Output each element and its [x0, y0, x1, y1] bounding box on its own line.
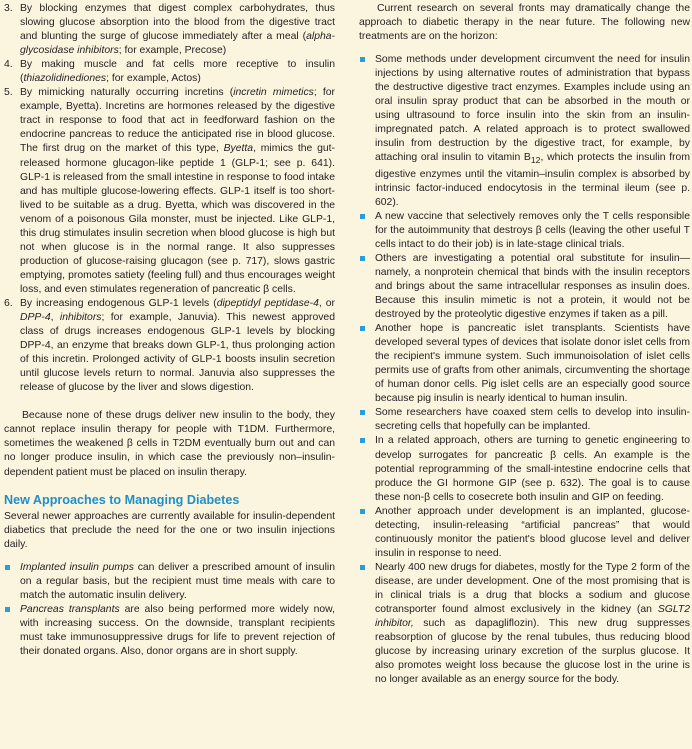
bullet-item	[4, 603, 335, 659]
list-item	[4, 297, 335, 395]
bullet-text: Implanted insulin pumps can deliver a prescribed amount of insulin on a regular basis, but the recipient must time meals with care to match the automatic insulin delivery.	[20, 561, 335, 601]
bullet-square-icon	[360, 410, 365, 415]
bullet-item	[359, 252, 690, 322]
section-heading: New Approaches to Managing Diabetes	[4, 492, 240, 507]
bullet-text: Some researchers have coaxed stem cells to develop into insulin-secreting cells that hopefully can be implanted.	[375, 407, 690, 433]
list-number: 3.	[4, 3, 13, 14]
bullet-square-icon	[5, 607, 10, 612]
bullet-text: Another approach under development is an implanted, glucose-detecting, insulin-releasing “artificial pancreas” that would continuously monitor the patient's blood glucose level and deliver insulin in response to need.	[375, 505, 690, 559]
list-item	[4, 2, 335, 58]
list-item-text: By increasing endogenous GLP-1 levels (dipeptidyl peptidase-4, or DPP-4, inhibitors; for example, Januvia). This newest approved class of drugs increases endogenous GLP-1 levels by blocking DPP-4, an enzyme that breaks down GLP-1, thus prolonging action of this incretin. Prolonged activity of GLP-1 boosts insulin secretion until glucose levels return to normal. Januvia also suppresses the release of glucose by the liver and slows digestion.	[20, 297, 336, 394]
bullet-text: Nearly 400 new drugs for diabetes, mostly for the Type 2 form of the disease, are under development. One of the most promising that is in clinical trials is a drug that blocks a sodium and glucose cotransporter found almost exclusively in the kidney (an SGLT2 inhibitor, such as dapagliflozin). This new drug suppresses reabsorption of glucose by the renal tubules, thus reducing blood glucose by increasing urinary excretion of the surplus glucose. It also promotes weight loss because the glucose lost in the urine is no longer available as an energy source for the body.	[375, 561, 690, 686]
body-paragraph: Current research on several fronts may dramatically change the approach to diabetic therapy in the near future. The following new treatments are on the horizon:	[359, 3, 690, 43]
bullet-item	[359, 406, 690, 434]
list-item	[4, 86, 335, 297]
bullet-item	[359, 53, 690, 210]
list-number: 5.	[4, 87, 13, 99]
list-number: 6.	[4, 297, 13, 309]
bullet-text: Pancreas transplants are also being performed more widely now, with increasing success. On the downside, transplant recipients must take immunosuppressive drugs for life to prevent rejection of their donated organs. Also, donor organs are in short supply.	[20, 603, 335, 657]
body-paragraph: Several newer approaches are currently available for insulin-dependent diabetics that preclude the need for the one or two insulin injections daily.	[4, 510, 335, 550]
right-column	[359, 2, 690, 687]
bullet-item	[359, 210, 690, 252]
bullet-square-icon	[360, 57, 365, 62]
bullet-square-icon	[5, 565, 10, 570]
list-number: 4.	[4, 59, 13, 71]
bullet-square-icon	[360, 565, 365, 570]
bullet-item	[359, 561, 690, 687]
bullet-item	[4, 561, 335, 603]
list-item	[4, 58, 335, 86]
research-bullet-list	[359, 53, 690, 687]
list-item-text: By making muscle and fat cells more receptive to insulin (thiazolidinediones; for example, Actos)	[20, 59, 335, 85]
bullet-item	[359, 434, 690, 504]
bullet-text: Others are investigating a potential oral substitute for insulin—namely, a nonprotein chemical that binds with the insulin receptors and brings about the same intracellular responses as insulin does. Because this insulin mimetic is not a protein, it would not be destroyed by the proteolytic digestive enzymes if taken as a pill.	[375, 252, 690, 321]
bullet-square-icon	[360, 256, 365, 261]
bullet-text: In a related approach, others are turning to genetic engineering to develop surrogates for pancreatic β cells. An example is the potential reprogramming of the small-intestine endocrine cells that produce the GI hormone GIP (see p. 632). The goal is to cause these non-β cells to cosecrete both insulin and GIP on feeding.	[375, 435, 690, 503]
left-column	[4, 2, 335, 659]
bullet-square-icon	[360, 214, 365, 219]
list-item-text: By mimicking naturally occurring incretins (incretin mimetics; for example, Byetta). Incretins are hormones released by the digestive tract in response to food that act in feedforward fashion on the endocrine pancreas to reduce the anticipated rise in blood glucose. The first drug on the market of this type, Byetta, mimics the gut-released hormone glucagon-like peptide 1 (GLP-1; see p. 641). GLP-1 is released from the small intestine in response to food intake and has multiple glucose-lowering effects. GLP-1 itself is too short-lived to be suitable as a drug. Byetta, which was discovered in the venom of a poisonous Gila monster, must be injected. Like GLP-1, this drug stimulates insulin secretion when blood glucose is high but not when glucose is in the normal range. It also suppresses production of glucose-raising glucagon (see p. 717), slows gastric emptying, promotes satiety (feeling full) and thus encourages weight loss, and even stimulates regeneration of pancreatic β cells.	[20, 87, 336, 295]
bullet-text: Another hope is pancreatic islet transplants. Scientists have developed several types of devices that isolate donor islet cells from the recipient's immune system. Such immunoisolation of islet cells permits use of grafts from other animals, circumventing the shortage of human donor cells. Pig islet cells are an especially good source because pig insulin is nearly identical to human insulin.	[375, 323, 690, 405]
body-paragraph: Because none of these drugs deliver new insulin to the body, they cannot replace insulin therapy for people with T1DM. Furthermore, sometimes the weakened β cells in T2DM eventually burn out and can no longer produce insulin, in which case the previously non–insulin-dependent patient must be placed on insulin therapy.	[4, 410, 335, 478]
bullet-square-icon	[360, 326, 365, 331]
list-item-text: By blocking enzymes that digest complex carbohydrates, thus slowing glucose absorption into the blood from the digestive tract and blunting the surge of glucose immediately after a meal (alpha-glycosidase inhibitors; for example, Precose)	[20, 3, 335, 57]
approach-bullet-list	[4, 561, 335, 659]
bullet-square-icon	[360, 438, 365, 443]
bullet-item	[359, 505, 690, 561]
bullet-square-icon	[360, 509, 365, 514]
bullet-text: A new vaccine that selectively removes only the T cells responsible for the autoimmunity that destroys β cells (leaving the other useful T cells intact to do their job) is in late-stage clinical trials.	[375, 210, 690, 250]
bullet-item	[359, 322, 690, 406]
bullet-text: Some methods under development circumvent the need for insulin injections by using alternative routes of administration that bypass the destructive digestive tract enzymes. Examples include using an oral insulin spray product that can be absorbed in the mouth or using ultrasound to force insulin into the skin from an insulin-impregnated patch. A related approach is to protect swallowed insulin from destruction by the digestive tract, for example, by attaching oral insulin to vitamin $B_{12}$, which protects the insulin from digestive enzymes until the vitamin–insulin complex is absorbed by intrinsic factor-induced endocytosis in the terminal ileum (see p. 602).	[375, 54, 690, 208]
drug-mechanism-list	[4, 2, 335, 395]
